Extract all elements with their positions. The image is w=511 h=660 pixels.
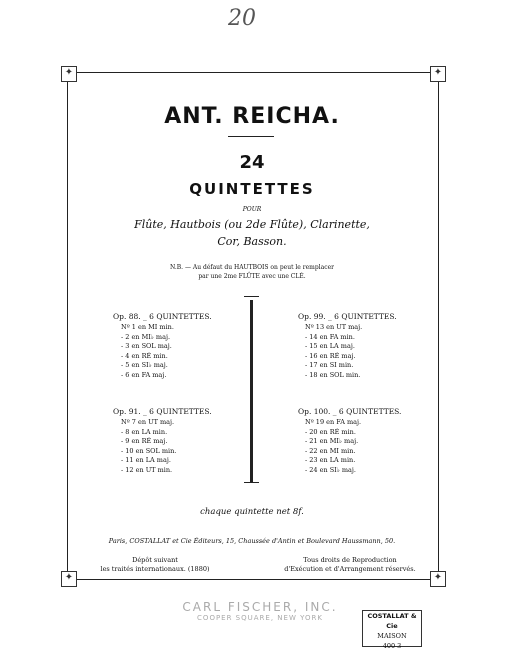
footer-right (275, 556, 425, 574)
library-stamp-line-2: COOPER SQUARE, NEW YORK (197, 614, 323, 622)
list-item: - 18 en SOL min. (305, 370, 361, 379)
divider-bottom-cap-icon (244, 482, 259, 483)
list-item: - 5 en SI♭ maj. (121, 361, 168, 369)
footer-right-line-1: Tous droits de Reproduction (303, 556, 397, 564)
group-header-op88: Op. 88. _ 6 QUINTETTES. (113, 312, 212, 321)
list-item: - 6 en FA maj. (121, 370, 167, 379)
footer-left (80, 556, 230, 574)
work-title: QUINTETTES (189, 180, 315, 198)
publisher-line: Paris, COSTALLAT et Cie Éditeurs, 15, Chaussée d'Antin et Boulevard Haussmann, 50. (108, 537, 396, 545)
list-item: Nº 19 en FA maj. (305, 418, 362, 426)
group-list-op88 (121, 323, 174, 380)
footer-left-line-1: Dépôt suivant (132, 556, 178, 564)
handwritten-number: 20 (228, 6, 256, 31)
list-item: Nº 7 en UT maj. (121, 418, 175, 426)
list-item: - 2 en MI♭ maj. (121, 332, 171, 341)
footer-left-line-2: les traités internationaux. (1880) (100, 565, 210, 573)
list-item: - 24 en SI♭ maj. (305, 465, 356, 474)
vertical-divider-ornament (250, 300, 253, 482)
library-stamp-line-1: CARL FISCHER, INC. (182, 600, 338, 614)
list-item: - 16 en RÉ maj. (305, 351, 356, 360)
group-header-op99: Op. 99. _ 6 QUINTETTES. (298, 312, 397, 321)
composer-name: ANT. REICHA. (164, 104, 340, 129)
list-item: - 22 en MI min. (305, 446, 356, 455)
dealer-stamp-line-2: MAISON (377, 632, 407, 640)
price-line: chaque quintette net 8f. (200, 507, 304, 517)
list-item: Nº 13 en UT maj. (305, 323, 363, 331)
title-divider (228, 136, 274, 137)
list-item: - 4 en RÉ min. (121, 351, 168, 360)
list-item: - 17 en SI min. (305, 361, 354, 369)
library-stamp (180, 600, 340, 622)
dealer-stamp-line-3: 400 3 (382, 642, 402, 650)
group-list-op91 (121, 418, 176, 475)
list-item: - 12 en UT min. (121, 465, 173, 474)
group-header-op91: Op. 91. _ 6 QUINTETTES. (113, 407, 212, 416)
group-list-op99 (305, 323, 362, 380)
work-count: 24 (239, 152, 265, 173)
list-item: - 21 en MI♭ maj. (305, 437, 359, 445)
list-item: - 9 en RÉ maj. (121, 437, 168, 445)
instruments-line-2: Cor, Basson. (217, 235, 287, 248)
list-item: - 14 en FA min. (305, 332, 355, 341)
corner-ornament-icon: ✦ (430, 571, 446, 587)
note-line-2: par une 2me FLÛTE avec une CLÉ. (198, 273, 306, 280)
corner-ornament-icon: ✦ (61, 66, 77, 82)
corner-ornament-icon: ✦ (430, 66, 446, 82)
list-item: - 10 en SOL min. (121, 446, 177, 455)
footer-right-line-2: d'Exécution et d'Arrangement réservés. (284, 565, 416, 573)
list-item: - 20 en RÉ min. (305, 427, 356, 436)
dealer-stamp (362, 610, 422, 650)
list-item: - 3 en SOL maj. (121, 342, 172, 350)
list-item: - 8 en LA min. (121, 427, 168, 436)
dealer-stamp-line-1: COSTALLAT & Cie (367, 612, 417, 630)
divider-top-cap-icon (244, 296, 259, 297)
list-item: - 15 en LA maj. (305, 342, 355, 350)
group-list-op100 (305, 418, 361, 475)
instruments-line-1: Flûte, Hautbois (ou 2de Flûte), Clarinette, (134, 218, 370, 231)
list-item: Nº 1 en MI min. (121, 323, 174, 331)
list-item: - 23 en LA min. (305, 456, 356, 464)
list-item: - 11 en LA maj. (121, 456, 171, 464)
pour-label: POUR (242, 206, 262, 213)
corner-ornament-icon: ✦ (61, 571, 77, 587)
note-line-1: N.B. — Au défaut du HAUTBOIS on peut le remplacer (169, 264, 334, 271)
group-header-op100: Op. 100. _ 6 QUINTETTES. (298, 407, 402, 416)
